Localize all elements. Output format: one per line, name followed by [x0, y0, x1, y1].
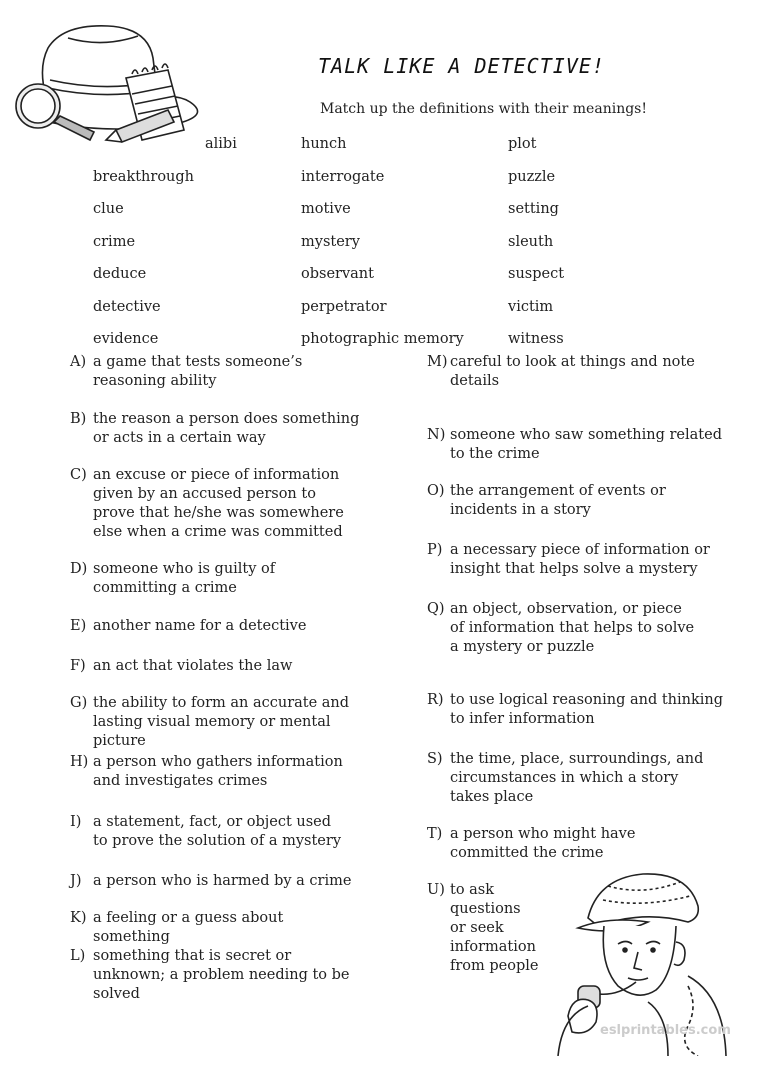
definition-label: R) — [427, 692, 444, 708]
definition-text: a person who might have committed the crime — [450, 826, 636, 861]
definition-label: F) — [70, 658, 86, 674]
word-bank-item: suspect — [508, 266, 565, 282]
definition-label: B) — [70, 411, 87, 427]
definition-label: S) — [427, 751, 443, 767]
definition-text: a game that tests someone’s reasoning ability — [93, 354, 303, 389]
definition-label: H) — [70, 754, 89, 770]
definition-text: something that is secret or unknown; a problem needing to be solved — [93, 948, 350, 1002]
definition-label: K) — [70, 910, 87, 926]
definition-text: the ability to form an accurate and lasting visual memory or mental picture — [93, 695, 350, 749]
definition-text: a person who is harmed by a crime — [93, 873, 352, 889]
detective-clipart — [8, 18, 213, 148]
word-bank-item: observant — [301, 266, 374, 282]
definition-label: E) — [70, 618, 87, 634]
word-bank-item: breakthrough — [93, 169, 195, 185]
definition-label: U) — [427, 882, 445, 898]
word-bank-item: sleuth — [508, 234, 554, 250]
word-bank-item: alibi — [205, 136, 237, 152]
definition-text: another name for a detective — [93, 618, 307, 634]
word-bank-item: puzzle — [508, 169, 556, 185]
definition-label: D) — [70, 561, 88, 577]
page-subtitle: Match up the definitions with their meanings! — [320, 101, 647, 117]
definition-text: the arrangement of events or incidents in a story — [450, 483, 666, 518]
word-bank-item: photographic memory — [301, 331, 464, 347]
word-bank-item: perpetrator — [301, 299, 387, 315]
definition-text: to ask questions or seek information from people — [450, 882, 539, 974]
word-bank-item: crime — [93, 234, 136, 250]
word-bank-item: plot — [508, 136, 537, 152]
page-title: TALK LIKE A DETECTIVE! — [318, 54, 605, 78]
definition-label: A) — [70, 354, 87, 370]
word-bank-item: interrogate — [301, 169, 385, 185]
definition-text: a feeling or a guess about something — [93, 910, 284, 945]
word-bank-item: victim — [508, 299, 554, 315]
word-bank-item: detective — [93, 299, 161, 315]
definition-label: L) — [70, 948, 86, 964]
definition-text: someone who saw something related to the crime — [450, 427, 722, 462]
word-bank-item: mystery — [301, 234, 360, 250]
word-bank-item: clue — [93, 201, 124, 217]
definition-label: N) — [427, 427, 446, 443]
definition-label: J) — [70, 873, 82, 889]
definition-label: T) — [427, 826, 443, 842]
word-bank-item: hunch — [301, 136, 347, 152]
definition-label: Q) — [427, 601, 445, 617]
definition-text: an object, observation, or piece of information that helps to solve a mystery or puzzle — [450, 601, 695, 655]
definition-text: a necessary piece of information or insight that helps solve a mystery — [450, 542, 710, 577]
word-bank-item: evidence — [93, 331, 159, 347]
watermark: eslprintables.com — [600, 1023, 731, 1038]
definition-text: someone who is guilty of committing a crime — [93, 561, 276, 596]
word-bank-item: deduce — [93, 266, 147, 282]
definition-text: the reason a person does something or acts in a certain way — [93, 411, 360, 446]
definition-text: to use logical reasoning and thinking to infer information — [450, 692, 724, 727]
definition-text: a person who gathers information and investigates crimes — [93, 754, 343, 789]
definition-label: M) — [427, 354, 448, 370]
definition-text: the time, place, surroundings, and circumstances in which a story takes place — [450, 751, 704, 805]
definition-text: careful to look at things and note details — [450, 354, 695, 389]
definition-label: O) — [427, 483, 445, 499]
definition-text: an act that violates the law — [93, 658, 293, 674]
definition-text: a statement, fact, or object used to prove the solution of a mystery — [93, 814, 342, 849]
word-bank-item: motive — [301, 201, 351, 217]
definition-label: P) — [427, 542, 443, 558]
definition-label: C) — [70, 467, 87, 483]
definition-label: I) — [70, 814, 82, 830]
definition-label: G) — [70, 695, 88, 711]
word-bank-item: setting — [508, 201, 559, 217]
word-bank-item: witness — [508, 331, 564, 347]
definition-text: an excuse or piece of information given by an accused person to prove that he/she was somewhere else when a crime was committed — [93, 467, 344, 540]
